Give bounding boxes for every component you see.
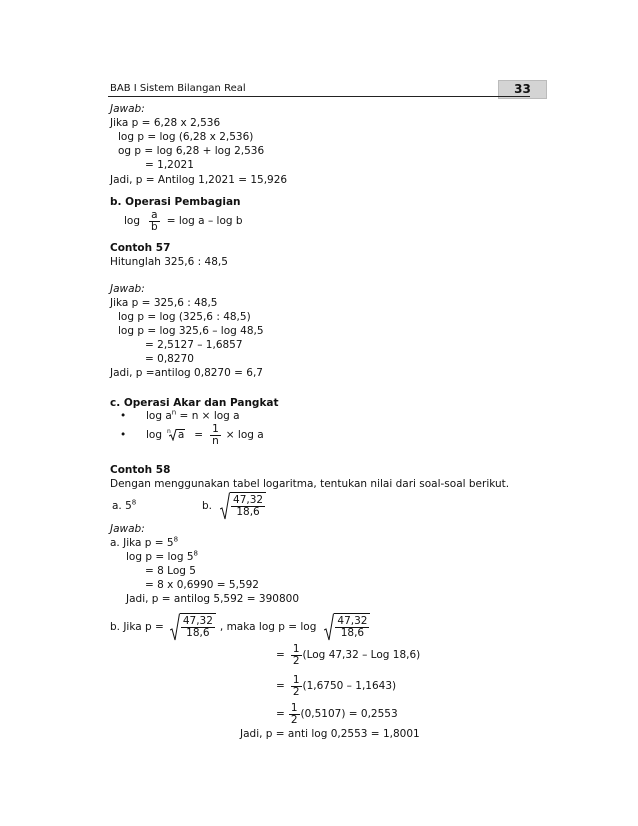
division-rule-rhs: = log a – log b: [166, 214, 243, 227]
ex57-title: Contoh 57: [110, 242, 171, 254]
radical-icon: [170, 613, 180, 641]
section-c-title: c. Operasi Akar dan Pangkat: [110, 397, 279, 409]
jawab-label: Jawab:: [110, 523, 145, 535]
radical-icon: [324, 613, 334, 641]
square-root: $\frac{47,32}{18,6}$: [170, 613, 216, 641]
power-rule: • $\log a^n = n \times \log a$: [120, 408, 240, 422]
nth-root: [167, 429, 185, 441]
ex57-line-1: Jika p = 325,6 : 48,5: [110, 297, 218, 309]
ex58-a-line-3: = 8 Log 5: [145, 565, 196, 577]
fraction-numerator: a: [151, 208, 158, 221]
bullet-icon: •: [120, 428, 127, 441]
ex58-title: Contoh 58: [110, 464, 171, 476]
page-number: 33: [498, 80, 547, 99]
ex56-line-2: log p = log (6,28 x 2,536): [118, 131, 254, 143]
jawab-label: Jawab:: [110, 103, 145, 115]
fraction-one-over-n: $\frac{1}{n}$: [212, 422, 219, 447]
division-rule: [124, 208, 243, 234]
ex58-b-conclusion: Jadi, p = anti log 0,2553 = 1,8001: [240, 728, 420, 740]
fraction-a-over-b: [149, 210, 160, 233]
ex58-b-line-1: b. Jika p = $\frac{47,32}{18,6}$ , maka log p = log $\frac{47,32}{18,6}$: [110, 612, 370, 642]
ex56-conclusion: Jadi, p = Antilog 1,2021 = 15,926: [110, 174, 288, 186]
jawab-label: Jawab:: [110, 283, 145, 295]
ex57-line-3: log p = log 325,6 – log 48,5: [118, 325, 264, 337]
ex58-a-line-2: $\log p = \log 5^8$: [126, 549, 198, 563]
exponent: n: [171, 408, 177, 417]
ex58-a-line-1: a. Jika $p = 5^8$: [110, 535, 179, 549]
square-root: $\frac{47,32}{18,6}$: [324, 613, 370, 641]
ex58-b-step-1: = $\frac{1}{2}$ (Log 47,32 – Log 18,6): [276, 642, 421, 667]
square-root: $\frac{47,32}{18,6}$: [220, 492, 266, 520]
ex57-line-2: log p = log (325,6 : 48,5): [118, 311, 251, 323]
problem-b: b. $\frac{47,32}{18,6}$: [202, 492, 266, 520]
ex58-b-step-3: = $\frac{1}{2}$ (0,5107) = 0,2553: [276, 701, 398, 726]
ex56-line-4: = 1,2021: [145, 159, 194, 171]
ex57-conclusion: Jadi, p =antilog 0,8270 = 6,7: [110, 367, 263, 379]
bullet-icon: •: [120, 410, 127, 422]
chapter-header: BAB I Sistem Bilangan Real: [110, 83, 246, 94]
ex57-line-5: = 0,8270: [145, 353, 194, 365]
radical-icon: [169, 429, 177, 441]
ex57-line-4: = 2,5127 – 1,6857: [145, 339, 243, 351]
log-text: log: [124, 214, 141, 227]
radical-icon: [220, 492, 230, 520]
section-b-title: b. Operasi Pembagian: [110, 196, 241, 208]
ex58-question: Dengan menggunakan tabel logaritma, tentukan nilai dari soal-soal berikut.: [110, 478, 510, 490]
ex58-b-step-2: = $\frac{1}{2}$ (1,6750 – 1,1643): [276, 673, 397, 698]
problem-a: a. $5^8$: [112, 498, 137, 512]
ex58-a-line-4: = 8 x 0,6990 = 5,592: [145, 579, 259, 591]
ex58-a-conclusion: Jadi, p = antilog 5,592 = 390800: [126, 593, 300, 605]
fraction-denominator: b: [151, 220, 158, 233]
ex56-line-3: og p = log 6,28 + log 2,536: [118, 145, 265, 157]
ex56-line-1: Jika p = 6,28 x 2,536: [110, 117, 221, 129]
root-rule: • log n a = $\frac{1}{n}$ × log a: [120, 422, 264, 447]
root-index: n: [167, 428, 171, 435]
ex57-question: Hitunglah 325,6 : 48,5: [110, 256, 228, 268]
header-rule: [108, 96, 530, 97]
radicand: a: [177, 429, 185, 441]
